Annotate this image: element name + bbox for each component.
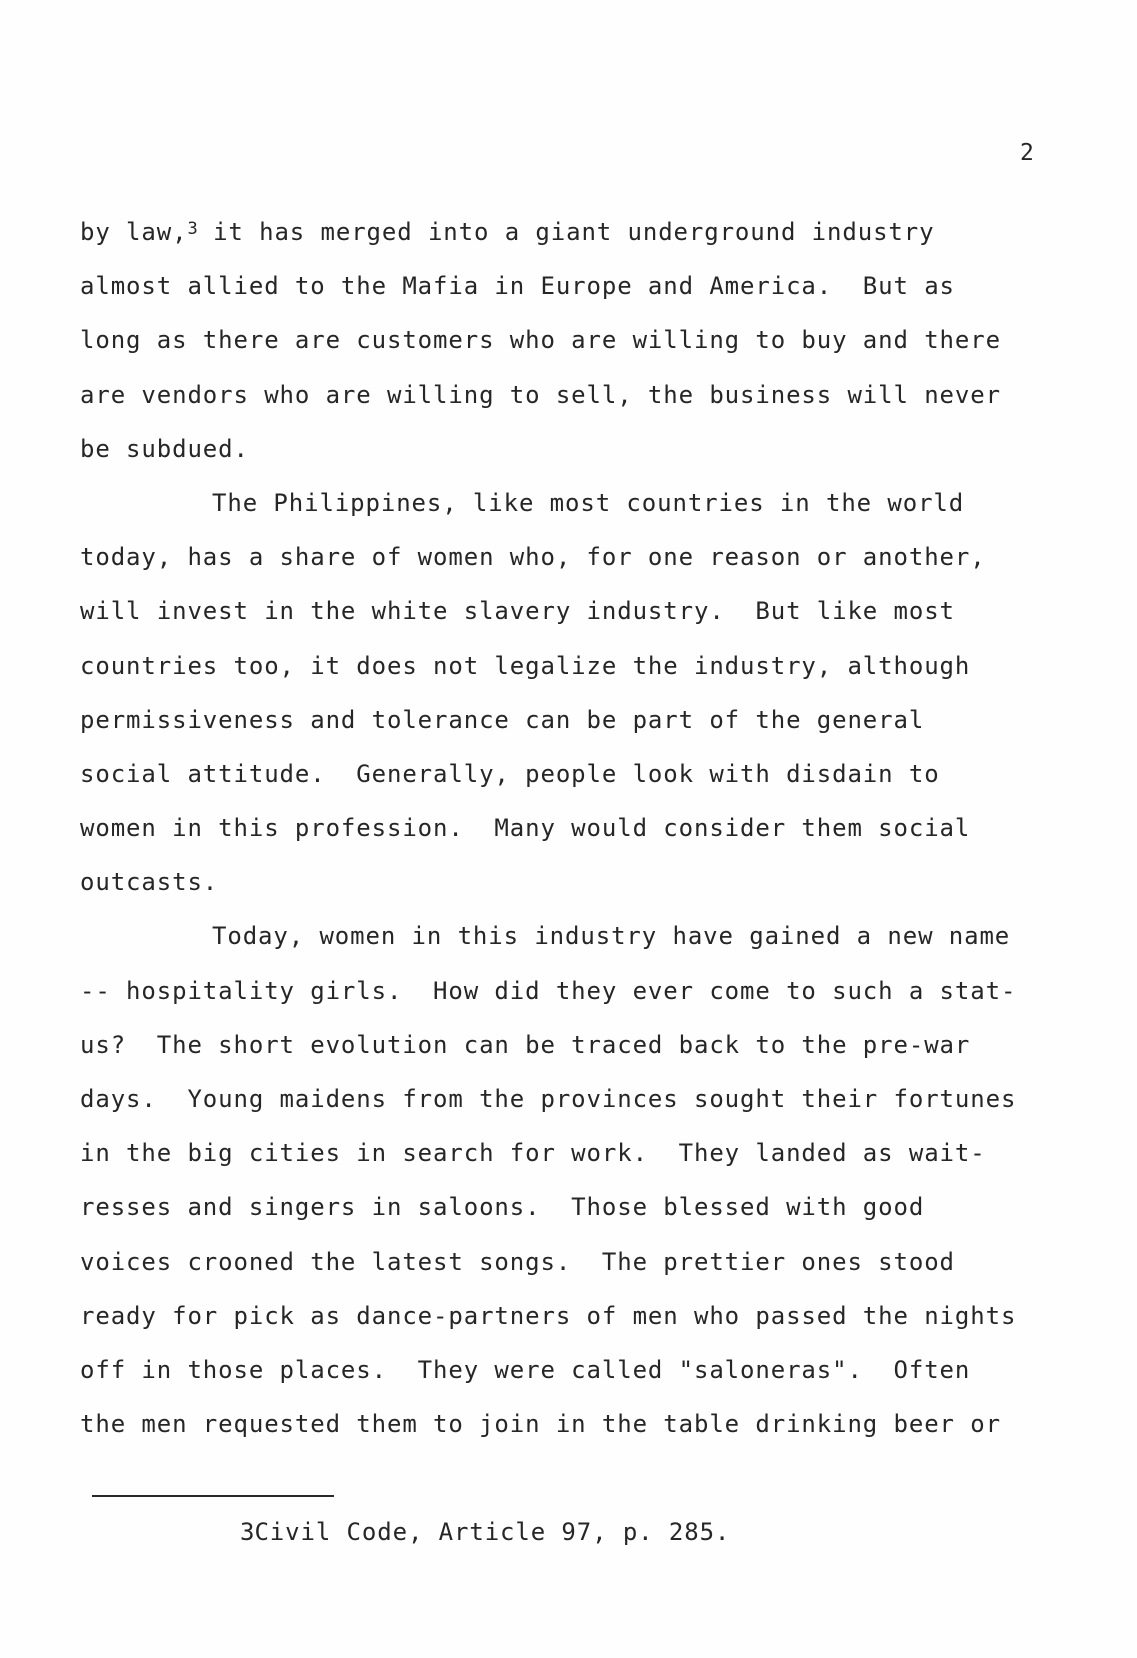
text-line: will invest in the white slavery industry. But like most (80, 597, 955, 626)
text-line: ready for pick as dance-partners of men who passed the nights (80, 1301, 1017, 1330)
line-prefix: by law, (80, 218, 188, 246)
text-line: us? The short evolution can be traced back to the pre-war (80, 1030, 971, 1059)
text-line: countries too, it does not legalize the industry, although (80, 651, 971, 680)
text-line: long as there are customers who are willing to buy and there (80, 326, 1001, 355)
footnote-marker: 3 (240, 1518, 255, 1546)
line-text (198, 218, 213, 246)
text-line: outcasts. (80, 868, 219, 897)
text-line: permissiveness and tolerance can be part of the general (80, 705, 925, 734)
text-line: The Philippines, like most countries in the world (212, 488, 965, 517)
text-line: are vendors who are willing to sell, the business will never (80, 380, 1001, 409)
text-line: voices crooned the latest songs. The prettier ones stood (80, 1247, 955, 1276)
text-line: off in those places. They were called "saloneras". Often (80, 1355, 971, 1384)
text-line: the men requested them to join in the table drinking beer or (80, 1410, 1001, 1439)
text-line: social attitude. Generally, people look with disdain to (80, 759, 940, 788)
body-text (80, 218, 1090, 1464)
text-line: women in this profession. Many would consider them social (80, 814, 971, 843)
footnote (240, 1518, 730, 1546)
footnote-divider (92, 1495, 334, 1497)
text-line: Today, women in this industry have gained a new name (212, 922, 1011, 951)
text-line: in the big cities in search for work. They landed as wait- (80, 1139, 986, 1168)
text-line (80, 218, 1090, 272)
footnote-text: Civil Code, Article 97, p. 285. (254, 1518, 731, 1546)
text-line: be subdued. (80, 434, 249, 463)
footnote-reference: 3 (187, 219, 198, 239)
text-line: -- hospitality girls. How did they ever come to such a stat- (80, 976, 1017, 1005)
line-text: it has merged into a giant underground industry (213, 218, 935, 246)
text-line: resses and singers in saloons. Those blessed with good (80, 1193, 925, 1222)
page-number: 2 (1020, 140, 1034, 166)
text-line: almost allied to the Mafia in Europe and America. But as (80, 272, 955, 301)
text-line: today, has a share of women who, for one reason or another, (80, 543, 986, 572)
text-line: days. Young maidens from the provinces sought their fortunes (80, 1085, 1017, 1113)
